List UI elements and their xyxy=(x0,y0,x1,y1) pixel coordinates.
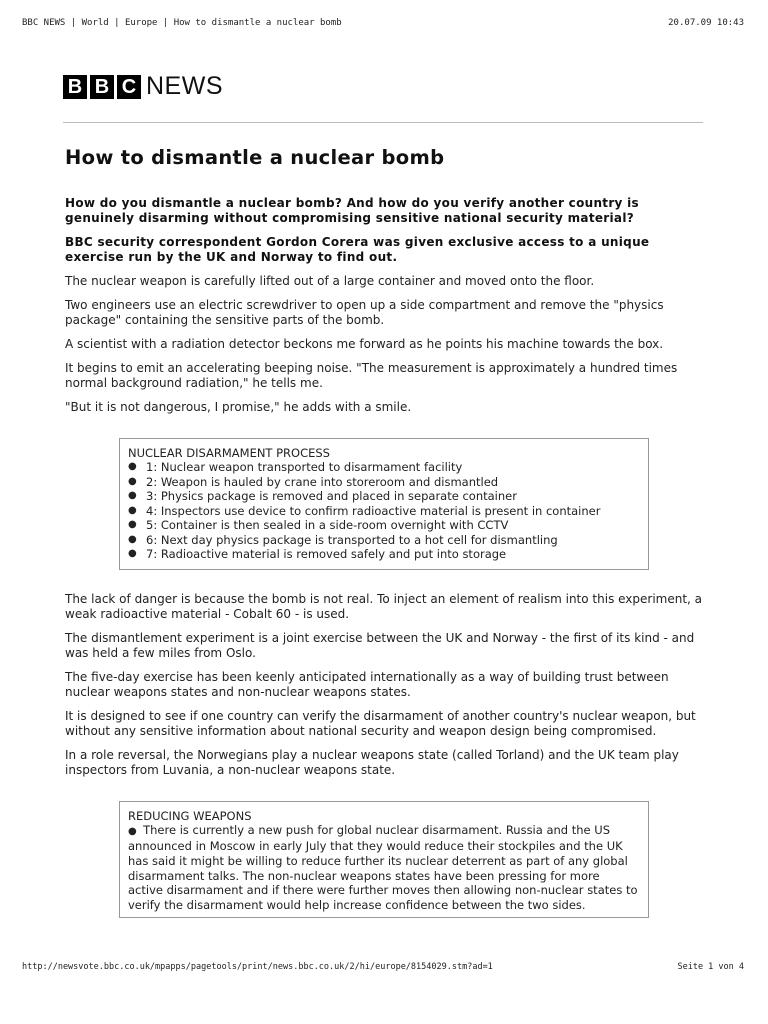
body-paragraph: It begins to emit an accelerating beeping noise. "The measurement is approximately a hundred times normal background radiation," he tells me. xyxy=(65,361,678,390)
box-text: There is currently a new push for global nuclear disarmament. Russia and the US announced in Moscow in early July that they would reduce their stockpiles and the UK has said it might be willing to reduce further its nuclear deterrent as part of any global disarmament talks. The non-nuclear weapons states have been pressing for more active disarmament and if there were further moves then allowing non-nuclear states to verify the disarmament would help increase confidence between the two sides. xyxy=(128,822,638,913)
body-paragraph: A scientist with a radiation detector beckons me forward as he points his machine towards the box. xyxy=(65,337,664,351)
bullet-icon: ● xyxy=(128,533,137,545)
list-item: ● 1: Nuclear weapon transported to disarmament facility xyxy=(128,460,463,474)
body-paragraph: "But it is not dangerous, I promise," he adds with a smile. xyxy=(65,400,412,414)
print-footer xyxy=(22,962,744,972)
print-header-datetime: 20.07.09 10:43 xyxy=(668,18,744,28)
bullet-icon: ● xyxy=(128,490,137,501)
body-paragraph: The dismantlement experiment is a joint exercise between the UK and Norway - the first of its kind - and was held a few miles from Oslo. xyxy=(65,630,695,660)
process-steps-list xyxy=(128,460,638,562)
disarmament-process-box xyxy=(119,438,649,570)
bullet-icon: ● xyxy=(128,461,137,472)
list-item xyxy=(128,823,638,913)
box-title: REDUCING WEAPONS xyxy=(128,808,252,823)
bbc-news-logo[interactable] xyxy=(63,74,223,99)
logo-news-text: NEWS xyxy=(146,72,223,100)
list-item: ● 7: Radioactive material is removed safely and put into storage xyxy=(128,547,507,561)
header-divider xyxy=(63,122,703,123)
bullet-icon: ● xyxy=(128,548,137,559)
article xyxy=(65,146,705,940)
list-item: ● 5: Container is then sealed in a side-room overnight with CCTV xyxy=(128,518,509,532)
page-number: Seite 1 von 4 xyxy=(677,962,744,972)
body-paragraph: In a role reversal, the Norwegians play a nuclear weapons state (called Torland) and the UK team play inspectors from Luvania, a non-nuclear weapons state. xyxy=(65,747,679,777)
reducing-weapons-box xyxy=(119,801,649,918)
print-header xyxy=(22,18,744,28)
body-paragraph: It is designed to see if one country can verify the disarmament of another country's nuclear weapon, but without any sensitive information about national security and weapon design being compromised. xyxy=(65,708,696,738)
bullet-icon: ● xyxy=(128,504,137,516)
list-item: ● 4: Inspectors use device to confirm radioactive material is present in container xyxy=(128,503,601,518)
list-item: ● 2: Weapon is hauled by crane into storeroom and dismantled xyxy=(128,474,499,489)
logo-letter: B xyxy=(63,75,87,99)
body-paragraph: Two engineers use an electric screwdriver to open up a side compartment and remove the "physics package" containing the sensitive parts of the bomb. xyxy=(65,298,664,327)
bullet-icon: ● xyxy=(128,519,137,530)
body-paragraph: The lack of danger is because the bomb is not real. To inject an element of realism into this experiment, a weak radioactive material - Cobalt 60 - is used. xyxy=(65,591,703,621)
print-header-title: BBC NEWS | World | Europe | How to dismantle a nuclear bomb xyxy=(22,18,342,28)
list-item: ● 6: Next day physics package is transported to a hot cell for dismantling xyxy=(128,532,558,547)
logo-letter: C xyxy=(117,75,141,99)
intro-paragraph: BBC security correspondent Gordon Corera was given exclusive access to a unique exercise run by the UK and Norway to find out. xyxy=(65,235,650,264)
bullet-icon: ● xyxy=(128,475,137,487)
logo-letter: B xyxy=(90,75,114,99)
article-headline: How to dismantle a nuclear bomb xyxy=(65,146,445,169)
box-title: NUCLEAR DISARMAMENT PROCESS xyxy=(128,446,330,460)
bbc-logo-blocks xyxy=(63,75,141,99)
body-paragraph: The five-day exercise has been keenly anticipated internationally as a way of building trust between nuclear weapons states and non-nuclear weapons states. xyxy=(65,669,669,699)
body-paragraph: The nuclear weapon is carefully lifted out of a large container and moved onto the floor. xyxy=(65,274,595,288)
bullet-icon: ● xyxy=(128,825,144,837)
list-item: ● 3: Physics package is removed and placed in separate container xyxy=(128,489,517,503)
page-url: http://newsvote.bbc.co.uk/mpapps/pagetools/print/news.bbc.co.uk/2/hi/europe/8154029.stm?ad=1 xyxy=(22,962,493,972)
intro-paragraph: How do you dismantle a nuclear bomb? And how do you verify another country is genuinely disarming without compromising sensitive national security material? xyxy=(65,196,640,225)
